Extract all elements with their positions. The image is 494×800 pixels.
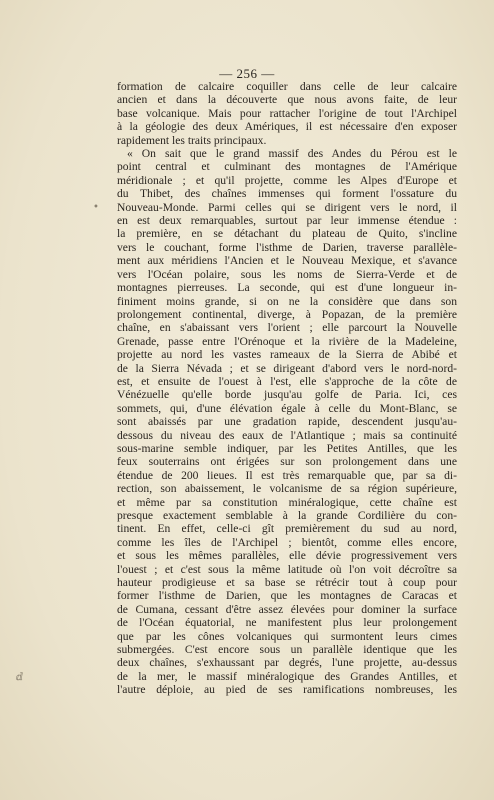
text-line: vers l'Océan polaire, sous les noms de Sierra-Verde et de xyxy=(117,267,457,281)
text-line: tinent. En effet, celle-ci gît premièrement du sud au nord, xyxy=(117,522,457,536)
text-line: feux souterrains ont érigées sur son prolongement dans une xyxy=(117,455,457,469)
text-line: point central et culminant des montagnes de l'Amérique xyxy=(117,160,457,174)
text-line: rection, son abaissement, le volcanisme de sa région supérieure, xyxy=(117,482,457,496)
text-line: base volcanique. Mais pour rattacher l'origine de tout l'Archipel xyxy=(117,106,457,120)
text-line: hauteur prodigieuse et sa base se rétrécir tout à coup pour xyxy=(117,576,457,590)
text-line: comme les îles de l'Archipel ; bientôt, comme elles encore, xyxy=(117,535,457,549)
text-line: presque exactement semblable à la grande Cordilière du con- xyxy=(117,509,457,522)
text-line: sommets, qui, d'une élévation égale à celle du Mont-Blanc, se xyxy=(117,401,457,415)
text-line: méridionale ; et qu'il projette, comme les Alpes d'Europe et xyxy=(117,173,457,187)
text-line: de Cumana, cessant d'être assez élevées pour dominer la surface xyxy=(117,602,457,616)
text-line: Vénézuelle qu'elle borde jusqu'au golfe de Paria. Ici, ces xyxy=(117,388,457,402)
text-line: de l'Océan équatorial, ne manifestent plus leur prolongement xyxy=(117,616,457,630)
margin-mark: ⅆ xyxy=(16,672,23,683)
text-line: ment aux méridiens l'Ancien et le Nouveau Mexique, et s'avance xyxy=(117,254,457,268)
text-line: et même par sa constitution minéralogique, cette chaîne est xyxy=(117,495,457,509)
text-line: sous-marine semble indiquer, par les Petites Antilles, que les xyxy=(117,441,457,455)
text-line: submergées. C'est encore sous un parallèle identique que les xyxy=(117,643,457,657)
text-line: finiment moins grande, si on ne la considère que dans son xyxy=(117,294,457,308)
text-line: ancien et dans la découverte que nous avons faite, de leur xyxy=(117,93,457,107)
text-line: « On sait que le grand massif des Andes du Pérou est le xyxy=(127,147,457,161)
text-line: Grenade, passe entre l'Orénoque et la rivière de la Madeleine, xyxy=(117,334,457,348)
text-line: que par les cônes volcaniques qui surmontent leurs cimes xyxy=(117,629,457,643)
text-line: de la mer, le massif minéralogique des Grandes Antilles, et xyxy=(117,669,457,683)
margin-mark: • xyxy=(93,202,99,213)
text-line: former l'isthme de Darien, que les montagnes de Caracas et xyxy=(117,589,457,603)
text-line: étendue de 200 lieues. Il est très remarquable que, par sa di- xyxy=(117,468,457,482)
text-line: et sous les mêmes parallèles, elle dévie progressivement vers xyxy=(117,549,457,563)
text-line: de la Sierra Névada ; et se dirigeant d'abord vers le nord-nord- xyxy=(117,361,457,375)
text-line: en est deux remarquables, surtout par leur immense étendue : xyxy=(117,214,457,228)
text-line: sont abaissés par une gradation rapide, descendent jusqu'au- xyxy=(117,415,457,429)
page-number: — 256 — xyxy=(219,66,275,81)
text-line: Nouveau-Monde. Parmi celles qui se dirigent vers le nord, il xyxy=(117,200,457,214)
text-line: vers le couchant, forme l'isthme de Darien, traverse parallèle- xyxy=(117,240,457,254)
text-line: à la géologie des deux Amériques, il est nécessaire d'en exposer xyxy=(117,120,457,134)
text-line: est, et ensuite de l'ouest à l'est, elle s'approche de la côte de xyxy=(117,374,457,388)
text-line: montagnes pierreuses. La seconde, qui est d'une longueur in- xyxy=(117,281,457,295)
text-line: du Thibet, des chaînes immenses qui forment l'ossature du xyxy=(117,187,457,201)
body-text xyxy=(117,80,457,697)
text-line: chaîne, en s'abaissant vers l'orient ; elle parcourt la Nouvelle xyxy=(117,321,457,335)
text-line: l'ouest ; et c'est sous la même latitude où l'on voit décroître sa xyxy=(117,562,457,576)
text-line: formation de calcaire coquiller dans celle de leur calcaire xyxy=(117,80,457,93)
text-line: projette au nord les vastes rameaux de la Sierra de Abibé et xyxy=(117,348,457,362)
text-line: dessous du niveau des eaux de l'Atlantique ; mais sa continuité xyxy=(117,428,457,442)
text-line: prolongement continental, diverge, à Popazan, de la première xyxy=(117,307,457,321)
text-line: la première, en se détachant du plateau de Quito, s'incline xyxy=(117,227,457,241)
text-line: rapidement les traits principaux. xyxy=(117,133,267,147)
text-line: l'autre déploie, au pied de ses ramifications nombreuses, les xyxy=(117,683,457,697)
text-line: deux chaînes, s'exhaussant par degrés, l'une projette, au-dessus xyxy=(117,656,457,670)
